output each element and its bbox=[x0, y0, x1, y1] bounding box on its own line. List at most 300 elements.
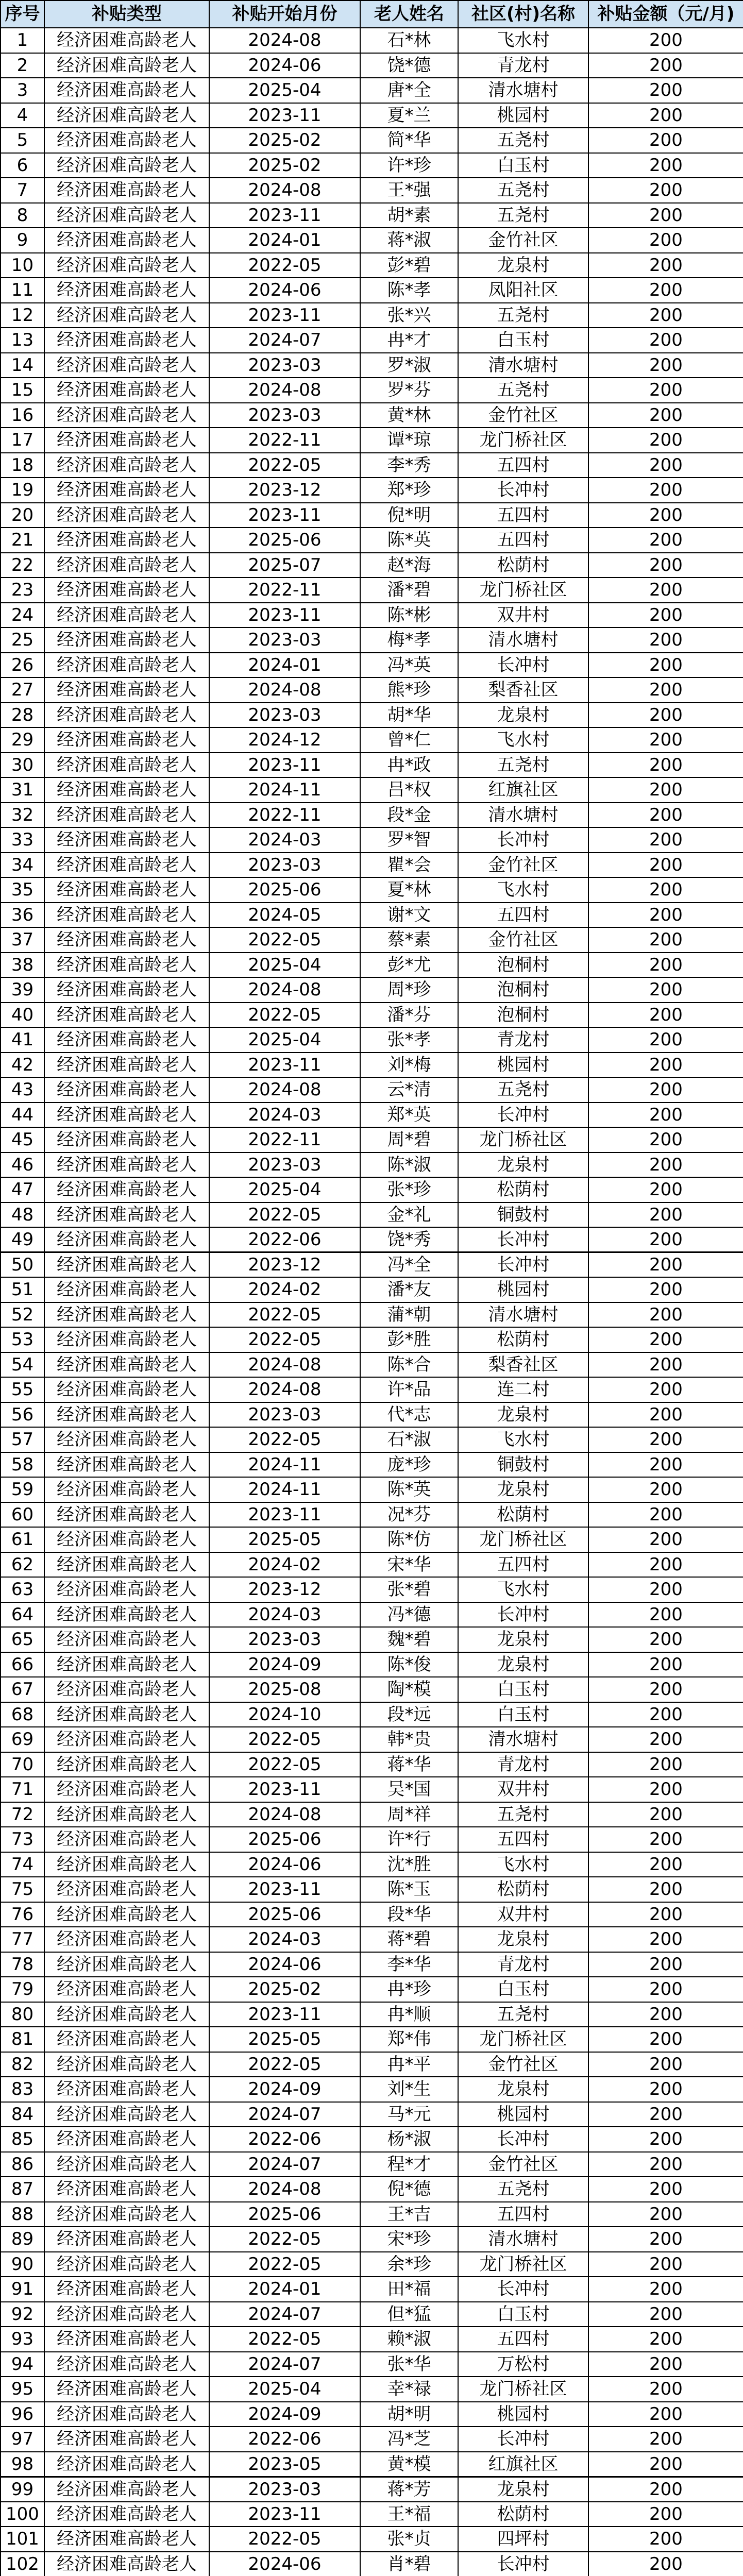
cell-subsidy-type: 经济困难高龄老人 bbox=[44, 1652, 209, 1677]
cell-start-month: 2023-03 bbox=[209, 628, 360, 653]
cell-subsidy-type: 经济困难高龄老人 bbox=[44, 1502, 209, 1528]
cell-community: 飞水村 bbox=[458, 727, 588, 753]
cell-index: 71 bbox=[1, 1777, 44, 1802]
cell-community: 五尧村 bbox=[458, 203, 588, 228]
cell-community: 五尧村 bbox=[458, 1802, 588, 1827]
cell-elder-name: 蒋*碧 bbox=[360, 1927, 458, 1952]
cell-index: 77 bbox=[1, 1927, 44, 1952]
cell-subsidy-type: 经济困难高龄老人 bbox=[44, 1027, 209, 1053]
cell-subsidy-type: 经济困难高龄老人 bbox=[44, 1053, 209, 1078]
cell-elder-name: 马*元 bbox=[360, 2102, 458, 2127]
cell-amount: 200 bbox=[588, 2227, 743, 2252]
cell-index: 5 bbox=[1, 128, 44, 153]
cell-start-month: 2024-06 bbox=[209, 1852, 360, 1877]
cell-elder-name: 肖*碧 bbox=[360, 2552, 458, 2576]
cell-community: 凤阳社区 bbox=[458, 278, 588, 303]
cell-amount: 200 bbox=[588, 1652, 743, 1677]
cell-community: 五四村 bbox=[458, 528, 588, 553]
cell-amount: 200 bbox=[588, 1627, 743, 1652]
table-row bbox=[1, 1677, 743, 1702]
table-row bbox=[1, 2202, 743, 2227]
cell-community: 五尧村 bbox=[458, 753, 588, 778]
cell-amount: 200 bbox=[588, 228, 743, 253]
cell-community: 长冲村 bbox=[458, 2277, 588, 2302]
cell-community: 金竹社区 bbox=[458, 228, 588, 253]
table-header bbox=[1, 1, 743, 28]
cell-subsidy-type: 经济困难高龄老人 bbox=[44, 1277, 209, 1302]
cell-subsidy-type: 经济困难高龄老人 bbox=[44, 727, 209, 753]
cell-start-month: 2023-11 bbox=[209, 753, 360, 778]
cell-elder-name: 倪*明 bbox=[360, 503, 458, 528]
cell-index: 64 bbox=[1, 1602, 44, 1628]
cell-subsidy-type: 经济困难高龄老人 bbox=[44, 1977, 209, 2002]
cell-index: 4 bbox=[1, 103, 44, 128]
cell-elder-name: 沈*胜 bbox=[360, 1852, 458, 1877]
cell-elder-name: 赖*淑 bbox=[360, 2327, 458, 2352]
cell-elder-name: 冯*德 bbox=[360, 1602, 458, 1628]
cell-amount: 200 bbox=[588, 2277, 743, 2302]
cell-community: 长冲村 bbox=[458, 827, 588, 853]
cell-index: 48 bbox=[1, 1202, 44, 1228]
cell-start-month: 2025-04 bbox=[209, 2377, 360, 2402]
cell-start-month: 2023-03 bbox=[209, 2477, 360, 2502]
cell-start-month: 2022-05 bbox=[209, 253, 360, 278]
cell-subsidy-type: 经济困难高龄老人 bbox=[44, 1802, 209, 1827]
cell-elder-name: 胡*明 bbox=[360, 2402, 458, 2427]
cell-amount: 200 bbox=[588, 1577, 743, 1602]
cell-amount: 200 bbox=[588, 328, 743, 353]
cell-start-month: 2022-06 bbox=[209, 2127, 360, 2152]
cell-amount: 200 bbox=[588, 628, 743, 653]
cell-community: 龙泉村 bbox=[458, 2077, 588, 2102]
cell-amount: 200 bbox=[588, 2552, 743, 2576]
cell-start-month: 2024-01 bbox=[209, 653, 360, 678]
cell-elder-name: 罗*芬 bbox=[360, 378, 458, 403]
cell-community: 白玉村 bbox=[458, 1702, 588, 1727]
cell-index: 26 bbox=[1, 653, 44, 678]
cell-amount: 200 bbox=[588, 278, 743, 303]
cell-index: 57 bbox=[1, 1427, 44, 1452]
cell-index: 80 bbox=[1, 2002, 44, 2027]
cell-start-month: 2024-08 bbox=[209, 2177, 360, 2202]
cell-elder-name: 夏*兰 bbox=[360, 103, 458, 128]
cell-amount: 200 bbox=[588, 1877, 743, 1902]
cell-amount: 200 bbox=[588, 1952, 743, 1977]
cell-subsidy-type: 经济困难高龄老人 bbox=[44, 178, 209, 203]
cell-elder-name: 罗*智 bbox=[360, 827, 458, 853]
table-row bbox=[1, 2252, 743, 2277]
cell-elder-name: 杨*淑 bbox=[360, 2127, 458, 2152]
table-row bbox=[1, 53, 743, 78]
table-row bbox=[1, 28, 743, 53]
cell-amount: 200 bbox=[588, 2027, 743, 2052]
cell-community: 白玉村 bbox=[458, 328, 588, 353]
cell-elder-name: 韩*贵 bbox=[360, 1727, 458, 1752]
cell-amount: 200 bbox=[588, 253, 743, 278]
cell-community: 龙门桥社区 bbox=[458, 578, 588, 603]
cell-community: 龙门桥社区 bbox=[458, 2377, 588, 2402]
cell-community: 铜鼓村 bbox=[458, 1202, 588, 1228]
cell-elder-name: 潘*芬 bbox=[360, 1003, 458, 1028]
cell-community: 双井村 bbox=[458, 1777, 588, 1802]
cell-amount: 200 bbox=[588, 953, 743, 978]
cell-subsidy-type: 经济困难高龄老人 bbox=[44, 228, 209, 253]
cell-amount: 200 bbox=[588, 853, 743, 878]
cell-start-month: 2022-06 bbox=[209, 1227, 360, 1252]
cell-elder-name: 吴*国 bbox=[360, 1777, 458, 1802]
cell-elder-name: 陈*俊 bbox=[360, 1652, 458, 1677]
cell-start-month: 2024-01 bbox=[209, 228, 360, 253]
cell-subsidy-type: 经济困难高龄老人 bbox=[44, 677, 209, 703]
cell-community: 桃园村 bbox=[458, 2102, 588, 2127]
cell-start-month: 2024-05 bbox=[209, 903, 360, 928]
cell-community: 清水塘村 bbox=[458, 803, 588, 828]
cell-index: 33 bbox=[1, 827, 44, 853]
cell-elder-name: 谢*文 bbox=[360, 903, 458, 928]
column-header-subsidy-type: 补贴类型 bbox=[44, 1, 209, 28]
cell-index: 68 bbox=[1, 1702, 44, 1727]
cell-amount: 200 bbox=[588, 1927, 743, 1952]
cell-start-month: 2022-05 bbox=[209, 1302, 360, 1328]
cell-amount: 200 bbox=[588, 903, 743, 928]
cell-community: 金竹社区 bbox=[458, 2152, 588, 2177]
cell-subsidy-type: 经济困难高龄老人 bbox=[44, 153, 209, 178]
cell-subsidy-type: 经济困难高龄老人 bbox=[44, 1302, 209, 1328]
cell-index: 55 bbox=[1, 1377, 44, 1402]
cell-subsidy-type: 经济困难高龄老人 bbox=[44, 2377, 209, 2402]
cell-subsidy-type: 经济困难高龄老人 bbox=[44, 1352, 209, 1378]
cell-community: 金竹社区 bbox=[458, 853, 588, 878]
cell-start-month: 2024-09 bbox=[209, 2077, 360, 2102]
cell-subsidy-type: 经济困难高龄老人 bbox=[44, 2252, 209, 2277]
table-row bbox=[1, 1927, 743, 1952]
table-row bbox=[1, 203, 743, 228]
cell-start-month: 2024-07 bbox=[209, 2152, 360, 2177]
cell-community: 龙泉村 bbox=[458, 1927, 588, 1952]
cell-index: 25 bbox=[1, 628, 44, 653]
cell-index: 22 bbox=[1, 553, 44, 578]
cell-index: 90 bbox=[1, 2252, 44, 2277]
table-row bbox=[1, 278, 743, 303]
cell-amount: 200 bbox=[588, 1003, 743, 1028]
cell-community: 松荫村 bbox=[458, 1502, 588, 1528]
cell-elder-name: 张*珍 bbox=[360, 1177, 458, 1202]
cell-index: 2 bbox=[1, 53, 44, 78]
table-row bbox=[1, 1202, 743, 1228]
cell-subsidy-type: 经济困难高龄老人 bbox=[44, 1552, 209, 1578]
cell-index: 51 bbox=[1, 1277, 44, 1302]
cell-start-month: 2024-12 bbox=[209, 727, 360, 753]
cell-amount: 200 bbox=[588, 1277, 743, 1302]
cell-subsidy-type: 经济困难高龄老人 bbox=[44, 1402, 209, 1428]
header-row bbox=[1, 1, 743, 28]
cell-start-month: 2024-08 bbox=[209, 1352, 360, 1378]
cell-amount: 200 bbox=[588, 2152, 743, 2177]
cell-community: 五四村 bbox=[458, 2327, 588, 2352]
cell-start-month: 2023-03 bbox=[209, 1153, 360, 1178]
cell-community: 长冲村 bbox=[458, 478, 588, 503]
column-header-community: 社区(村)名称 bbox=[458, 1, 588, 28]
cell-elder-name: 陈*淑 bbox=[360, 1153, 458, 1178]
cell-amount: 200 bbox=[588, 2452, 743, 2477]
cell-start-month: 2023-11 bbox=[209, 103, 360, 128]
cell-start-month: 2024-08 bbox=[209, 28, 360, 53]
cell-amount: 200 bbox=[588, 103, 743, 128]
cell-community: 五尧村 bbox=[458, 378, 588, 403]
cell-subsidy-type: 经济困难高龄老人 bbox=[44, 1777, 209, 1802]
table-row bbox=[1, 1327, 743, 1352]
cell-subsidy-type: 经济困难高龄老人 bbox=[44, 253, 209, 278]
cell-index: 95 bbox=[1, 2377, 44, 2402]
cell-start-month: 2022-05 bbox=[209, 1202, 360, 1228]
cell-subsidy-type: 经济困难高龄老人 bbox=[44, 2277, 209, 2302]
cell-start-month: 2022-11 bbox=[209, 803, 360, 828]
cell-community: 龙门桥社区 bbox=[458, 2252, 588, 2277]
cell-elder-name: 陶*模 bbox=[360, 1677, 458, 1702]
cell-start-month: 2024-11 bbox=[209, 1477, 360, 1502]
cell-amount: 200 bbox=[588, 1977, 743, 2002]
cell-index: 9 bbox=[1, 228, 44, 253]
table-row bbox=[1, 703, 743, 728]
cell-index: 34 bbox=[1, 853, 44, 878]
cell-amount: 200 bbox=[588, 1302, 743, 1328]
cell-elder-name: 金*礼 bbox=[360, 1202, 458, 1228]
cell-start-month: 2022-05 bbox=[209, 1003, 360, 1028]
cell-elder-name: 李*秀 bbox=[360, 453, 458, 478]
cell-start-month: 2022-05 bbox=[209, 1752, 360, 1777]
cell-index: 23 bbox=[1, 578, 44, 603]
cell-subsidy-type: 经济困难高龄老人 bbox=[44, 303, 209, 328]
cell-index: 13 bbox=[1, 328, 44, 353]
cell-elder-name: 蒋*芳 bbox=[360, 2477, 458, 2502]
cell-index: 62 bbox=[1, 1552, 44, 1578]
table-row bbox=[1, 328, 743, 353]
cell-index: 46 bbox=[1, 1153, 44, 1178]
cell-index: 43 bbox=[1, 1077, 44, 1103]
cell-index: 88 bbox=[1, 2202, 44, 2227]
cell-community: 龙泉村 bbox=[458, 703, 588, 728]
cell-community: 五四村 bbox=[458, 1552, 588, 1578]
cell-index: 16 bbox=[1, 403, 44, 428]
table-row bbox=[1, 553, 743, 578]
table-row bbox=[1, 503, 743, 528]
cell-start-month: 2025-05 bbox=[209, 2027, 360, 2052]
cell-elder-name: 赵*海 bbox=[360, 553, 458, 578]
cell-index: 82 bbox=[1, 2052, 44, 2077]
cell-amount: 200 bbox=[588, 1902, 743, 1927]
cell-community: 金竹社区 bbox=[458, 2052, 588, 2077]
cell-index: 20 bbox=[1, 503, 44, 528]
table-row bbox=[1, 1627, 743, 1652]
cell-start-month: 2023-12 bbox=[209, 1577, 360, 1602]
cell-start-month: 2022-05 bbox=[209, 2052, 360, 2077]
table-row bbox=[1, 803, 743, 828]
table-row bbox=[1, 2327, 743, 2352]
cell-subsidy-type: 经济困难高龄老人 bbox=[44, 2127, 209, 2152]
cell-community: 龙泉村 bbox=[458, 2477, 588, 2502]
cell-start-month: 2024-03 bbox=[209, 1103, 360, 1128]
cell-amount: 200 bbox=[588, 1027, 743, 1053]
cell-start-month: 2025-06 bbox=[209, 2202, 360, 2227]
cell-community: 五尧村 bbox=[458, 128, 588, 153]
cell-amount: 200 bbox=[588, 53, 743, 78]
table-row bbox=[1, 1502, 743, 1528]
cell-subsidy-type: 经济困难高龄老人 bbox=[44, 1077, 209, 1103]
table-row bbox=[1, 353, 743, 378]
cell-index: 101 bbox=[1, 2527, 44, 2552]
cell-elder-name: 石*林 bbox=[360, 28, 458, 53]
cell-index: 97 bbox=[1, 2427, 44, 2452]
cell-community: 龙门桥社区 bbox=[458, 428, 588, 453]
cell-amount: 200 bbox=[588, 1153, 743, 1178]
cell-community: 四坪村 bbox=[458, 2527, 588, 2552]
cell-index: 52 bbox=[1, 1302, 44, 1328]
cell-amount: 200 bbox=[588, 677, 743, 703]
cell-start-month: 2022-05 bbox=[209, 2252, 360, 2277]
cell-elder-name: 黄*模 bbox=[360, 2452, 458, 2477]
cell-index: 61 bbox=[1, 1527, 44, 1552]
cell-start-month: 2022-05 bbox=[209, 2527, 360, 2552]
table-row bbox=[1, 777, 743, 803]
column-header-elder-name: 老人姓名 bbox=[360, 1, 458, 28]
cell-elder-name: 周*碧 bbox=[360, 1127, 458, 1153]
cell-elder-name: 周*珍 bbox=[360, 977, 458, 1003]
cell-community: 五四村 bbox=[458, 503, 588, 528]
cell-amount: 200 bbox=[588, 2102, 743, 2127]
cell-elder-name: 程*才 bbox=[360, 2152, 458, 2177]
cell-subsidy-type: 经济困难高龄老人 bbox=[44, 103, 209, 128]
cell-index: 65 bbox=[1, 1627, 44, 1652]
cell-community: 五尧村 bbox=[458, 303, 588, 328]
cell-community: 长冲村 bbox=[458, 1602, 588, 1628]
cell-start-month: 2024-03 bbox=[209, 1602, 360, 1628]
cell-amount: 200 bbox=[588, 353, 743, 378]
cell-amount: 200 bbox=[588, 578, 743, 603]
cell-subsidy-type: 经济困难高龄老人 bbox=[44, 578, 209, 603]
cell-index: 98 bbox=[1, 2452, 44, 2477]
table-row bbox=[1, 903, 743, 928]
cell-elder-name: 刘*生 bbox=[360, 2077, 458, 2102]
cell-amount: 200 bbox=[588, 2127, 743, 2152]
cell-index: 18 bbox=[1, 453, 44, 478]
cell-amount: 200 bbox=[588, 1227, 743, 1252]
cell-amount: 200 bbox=[588, 2352, 743, 2377]
cell-index: 63 bbox=[1, 1577, 44, 1602]
cell-amount: 200 bbox=[588, 2502, 743, 2527]
cell-elder-name: 冯*芝 bbox=[360, 2427, 458, 2452]
cell-index: 84 bbox=[1, 2102, 44, 2127]
cell-index: 66 bbox=[1, 1652, 44, 1677]
table-row bbox=[1, 428, 743, 453]
cell-index: 49 bbox=[1, 1227, 44, 1252]
cell-index: 44 bbox=[1, 1103, 44, 1128]
cell-community: 青龙村 bbox=[458, 53, 588, 78]
cell-start-month: 2023-11 bbox=[209, 1777, 360, 1802]
cell-subsidy-type: 经济困难高龄老人 bbox=[44, 827, 209, 853]
cell-community: 长冲村 bbox=[458, 2127, 588, 2152]
table-row bbox=[1, 1552, 743, 1578]
cell-elder-name: 代*志 bbox=[360, 1402, 458, 1428]
cell-amount: 200 bbox=[588, 1552, 743, 1578]
cell-start-month: 2023-05 bbox=[209, 2452, 360, 2477]
cell-subsidy-type: 经济困难高龄老人 bbox=[44, 2502, 209, 2527]
table-row bbox=[1, 1902, 743, 1927]
cell-index: 7 bbox=[1, 178, 44, 203]
table-row bbox=[1, 1827, 743, 1852]
cell-index: 74 bbox=[1, 1852, 44, 1877]
cell-elder-name: 谭*琼 bbox=[360, 428, 458, 453]
cell-elder-name: 庞*珍 bbox=[360, 1452, 458, 1478]
table-row bbox=[1, 2102, 743, 2127]
table-row bbox=[1, 2227, 743, 2252]
table-row bbox=[1, 1852, 743, 1877]
cell-index: 8 bbox=[1, 203, 44, 228]
cell-community: 五尧村 bbox=[458, 2002, 588, 2027]
table-row bbox=[1, 677, 743, 703]
cell-amount: 200 bbox=[588, 1103, 743, 1128]
cell-amount: 200 bbox=[588, 1252, 743, 1278]
cell-community: 双井村 bbox=[458, 1902, 588, 1927]
cell-start-month: 2024-07 bbox=[209, 2352, 360, 2377]
cell-start-month: 2024-03 bbox=[209, 827, 360, 853]
cell-subsidy-type: 经济困难高龄老人 bbox=[44, 1427, 209, 1452]
cell-elder-name: 段*华 bbox=[360, 1902, 458, 1927]
cell-subsidy-type: 经济困难高龄老人 bbox=[44, 2002, 209, 2027]
cell-subsidy-type: 经济困难高龄老人 bbox=[44, 2102, 209, 2127]
cell-community: 飞水村 bbox=[458, 1577, 588, 1602]
table-row bbox=[1, 1427, 743, 1452]
table-row bbox=[1, 2352, 743, 2377]
cell-amount: 200 bbox=[588, 2252, 743, 2277]
cell-amount: 200 bbox=[588, 1427, 743, 1452]
table-row bbox=[1, 303, 743, 328]
cell-index: 47 bbox=[1, 1177, 44, 1202]
cell-amount: 200 bbox=[588, 2327, 743, 2352]
cell-community: 五尧村 bbox=[458, 2177, 588, 2202]
cell-subsidy-type: 经济困难高龄老人 bbox=[44, 853, 209, 878]
cell-community: 龙门桥社区 bbox=[458, 1527, 588, 1552]
table-row bbox=[1, 753, 743, 778]
cell-elder-name: 倪*德 bbox=[360, 2177, 458, 2202]
cell-elder-name: 余*珍 bbox=[360, 2252, 458, 2277]
cell-index: 39 bbox=[1, 977, 44, 1003]
cell-subsidy-type: 经济困难高龄老人 bbox=[44, 128, 209, 153]
cell-community: 桃园村 bbox=[458, 103, 588, 128]
cell-start-month: 2025-02 bbox=[209, 153, 360, 178]
cell-community: 清水塘村 bbox=[458, 353, 588, 378]
cell-elder-name: 罗*淑 bbox=[360, 353, 458, 378]
cell-start-month: 2023-12 bbox=[209, 1252, 360, 1278]
cell-subsidy-type: 经济困难高龄老人 bbox=[44, 977, 209, 1003]
cell-community: 五四村 bbox=[458, 2202, 588, 2227]
cell-elder-name: 饶*秀 bbox=[360, 1227, 458, 1252]
table-row bbox=[1, 78, 743, 103]
cell-index: 70 bbox=[1, 1752, 44, 1777]
cell-elder-name: 陈*仿 bbox=[360, 1527, 458, 1552]
cell-start-month: 2024-11 bbox=[209, 1452, 360, 1478]
cell-community: 清水塘村 bbox=[458, 1727, 588, 1752]
table-row bbox=[1, 2277, 743, 2302]
cell-elder-name: 蒋*淑 bbox=[360, 228, 458, 253]
cell-community: 清水塘村 bbox=[458, 78, 588, 103]
cell-elder-name: 潘*友 bbox=[360, 1277, 458, 1302]
table-row bbox=[1, 253, 743, 278]
cell-elder-name: 李*华 bbox=[360, 1952, 458, 1977]
table-row bbox=[1, 378, 743, 403]
table-row bbox=[1, 1252, 743, 1278]
cell-index: 32 bbox=[1, 803, 44, 828]
cell-elder-name: 陈*英 bbox=[360, 1477, 458, 1502]
